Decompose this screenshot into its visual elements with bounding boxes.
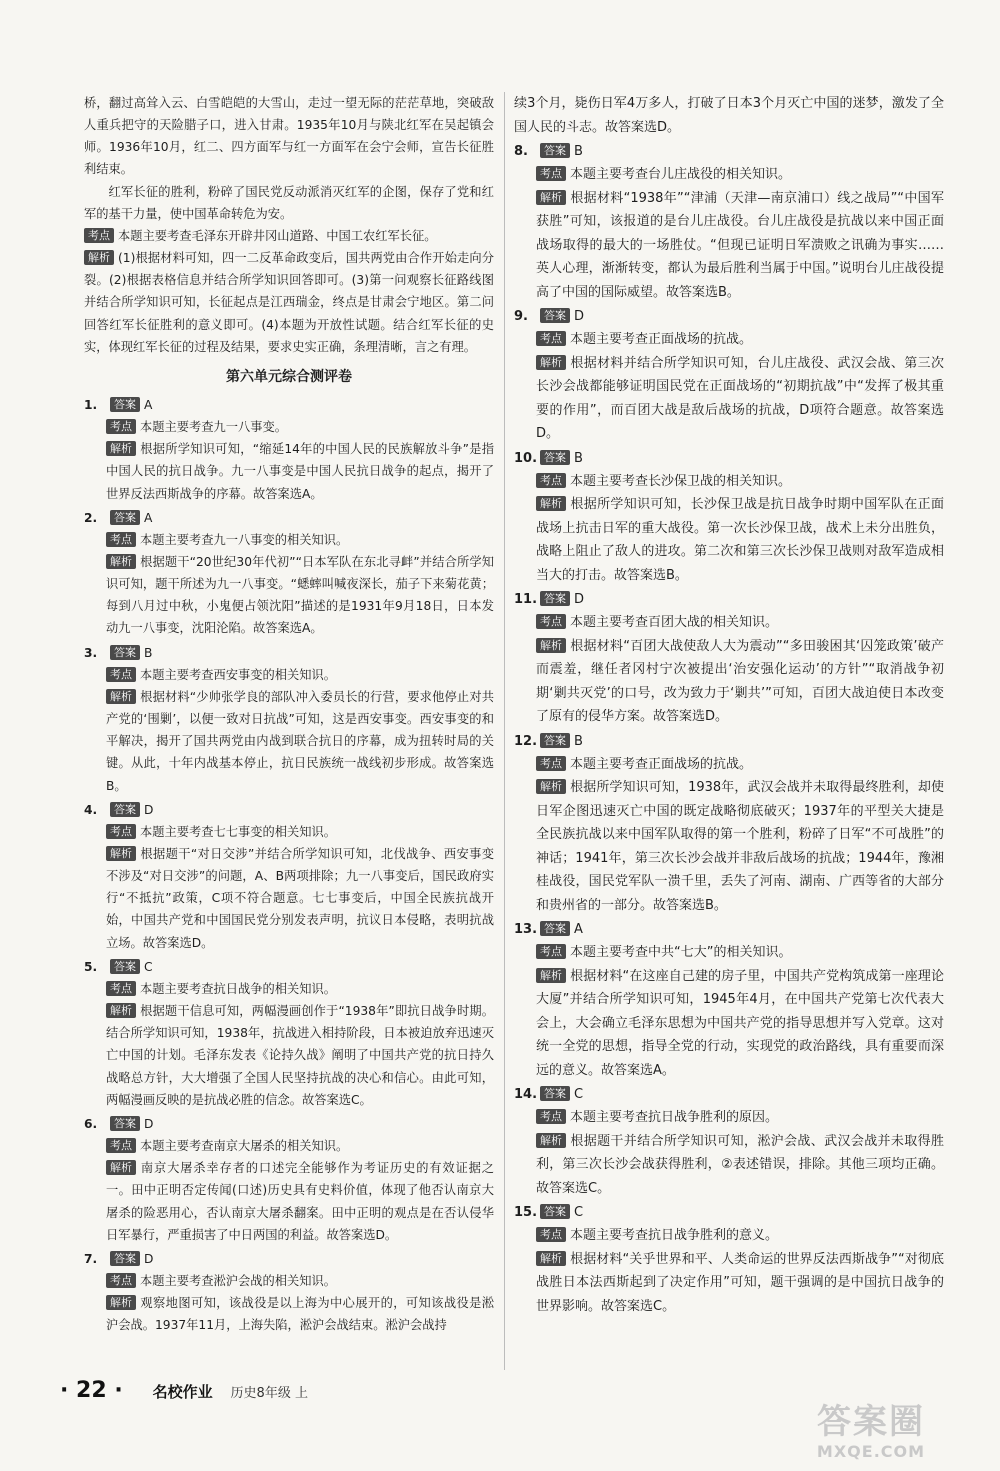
answer-value: D xyxy=(144,1251,154,1266)
answer-value: A xyxy=(574,922,583,937)
intro-paragraph-2: 红军长征的胜利，粉碎了国民党反动派消灭红军的企图，保存了党和红军的基干力量，使中国革命转危为安。 xyxy=(84,184,494,221)
answer-tag: 答案 xyxy=(110,645,140,660)
intro-jiexi-text: (1)根据材料可知，四一二反革命政变后，国共两党由合作开始走向分裂。(2)根据表格信息并结合所学知识回答即可。(3)第一问观察长征路线图并结合所学知识可知，长征起点是江西瑞金，终点是甘肃会宁地区。第二问回答红军长征胜利的意义即可。(4)本题为开放性试题。结合红军长征的史实，体现红军长征的过程及结果，要求史实正确，条理清晰，言之有理。 xyxy=(84,251,494,354)
question-4-answer xyxy=(84,799,494,821)
question-jiexi xyxy=(84,1292,494,1336)
question-5-answer xyxy=(514,731,944,753)
jiexi-tag: 解析 xyxy=(106,846,136,861)
answer-tag: 答案 xyxy=(540,450,570,465)
kaodian-tag: 考点 xyxy=(106,532,136,547)
question-kaodian xyxy=(514,1106,944,1130)
question-jiexi xyxy=(514,493,944,587)
question-jiexi xyxy=(84,843,494,954)
answer-tag: 答案 xyxy=(540,1204,570,1219)
question-kaodian xyxy=(514,470,944,494)
question-6-answer xyxy=(84,1113,494,1135)
kaodian-tag: 考点 xyxy=(106,1138,136,1153)
watermark-url: MXQE.COM xyxy=(816,1442,926,1461)
left-column xyxy=(84,92,494,1336)
answer-value: D xyxy=(574,592,585,607)
answer-value: C xyxy=(574,1205,584,1220)
jiexi-text: 根据题干“20世纪30年代初”“日本军队在东北寻衅”并结合所学知识可知，题干所述为九一八事变。“蟋蟀叫喊夜深长，茄子下来菊花黄；每到八月过中秋，小鬼便占领沈阳”描述的是1931年9月18日，日本发动九一八事变，沈阳沦陷。故答案选A。 xyxy=(106,554,494,636)
question-kaodian xyxy=(84,821,494,843)
jiexi-tag: 解析 xyxy=(536,355,566,370)
question-number: 9. xyxy=(514,309,528,324)
kaodian-text: 本题主要考查正面战场的抗战。 xyxy=(570,756,753,772)
intro-paragraph-1: 桥，翻过高耸入云、白雪皑皑的大雪山，走过一望无际的茫茫草地，突破敌人重兵把守的天险腊子口，进入甘肃。1935年10月与陕北红军在吴起镇会师。1936年10月，红二、四方面军与红一方面军在会宁会师，宣告长征胜利结束。 xyxy=(84,96,494,177)
page-footer xyxy=(60,1378,308,1403)
question-3-answer xyxy=(84,642,494,664)
question-jiexi xyxy=(514,187,944,305)
question-kaodian xyxy=(84,529,494,551)
jiexi-text: 根据材料“百团大战使敌人大为震动”“多田骏困其‘囚笼政策’破产而震羞，继任者冈村宁次被提出‘治安强化运动’的方针”“取消战争初期‘剿共灭党’的口号，改为致力于‘剿共’”可知，百团大战迫使日本改变了原有的侵华方案。故答案选D。 xyxy=(536,638,944,724)
answer-tag: 答案 xyxy=(110,802,140,817)
question-number: 6. xyxy=(84,1116,98,1131)
right-continuation: 续3个月，毙伤日军4万多人，打破了日本3个月灭亡中国的迷梦，激发了全国人民的斗志。故答案选D。 xyxy=(514,96,944,135)
question-kaodian xyxy=(514,611,944,635)
column-divider xyxy=(504,92,505,1370)
left-question-list xyxy=(84,394,494,1337)
section-title: 第六单元综合测评卷 xyxy=(226,368,352,385)
question-6-answer xyxy=(514,919,944,941)
jiexi-text: 根据题干并结合所学知识可知，淞沪会战、武汉会战并未取得胜利，第三次长沙会战获得胜利，②表述错误，排除。其他三项均正确。故答案选C。 xyxy=(536,1133,944,1196)
kaodian-tag: 考点 xyxy=(536,1109,566,1124)
question-jiexi xyxy=(514,1130,944,1201)
jiexi-tag: 解析 xyxy=(106,689,136,704)
kaodian-text: 本题主要考查中共“七大”的相关知识。 xyxy=(570,945,792,960)
question-kaodian xyxy=(514,941,944,965)
answer-tag: 答案 xyxy=(110,959,140,974)
kaodian-tag: 考点 xyxy=(536,756,566,771)
jiexi-text: 根据材料“少帅张学良的部队冲入委员长的行营，要求他停止对共产党的‘围剿’，以便一致对日抗战”可知，这是西安事变。西安事变的和平解决，揭开了国共两党由内战到联合抗日的序幕，成为扭转时局的关键。从此，十年内战基本停止，抗日民族统一战线初步形成。故答案选B。 xyxy=(106,689,494,793)
kaodian-text: 本题主要考查抗日战争胜利的意义。 xyxy=(570,1228,779,1243)
right-question-list xyxy=(514,141,944,1318)
jiexi-tag: 解析 xyxy=(536,779,566,794)
footer-brand: 名校作业 xyxy=(152,1383,213,1401)
question-kaodian xyxy=(514,163,944,187)
question-7-answer xyxy=(514,1084,944,1106)
question-1-answer xyxy=(84,394,494,416)
kaodian-tag: 考点 xyxy=(536,1227,566,1242)
answer-tag: 答案 xyxy=(540,733,570,748)
answer-tag: 答案 xyxy=(540,308,570,323)
answer-value: D xyxy=(144,802,154,817)
question-jiexi xyxy=(84,438,494,504)
answer-value: B xyxy=(574,144,583,159)
answer-value: A xyxy=(144,510,153,525)
answer-value: D xyxy=(574,309,585,324)
question-jiexi xyxy=(514,352,944,446)
question-kaodian xyxy=(514,753,944,777)
kaodian-text: 本题主要考查长沙保卫战的相关知识。 xyxy=(570,473,792,489)
jiexi-text: 根据材料并结合所学知识可知，台儿庄战役、武汉会战、第三次长沙会战都能够证明国民党在正面战场的“初期抗战”中“发挥了极其重要的作用”，而百团大战是敌后战场的抗战，D项符合题意。故答案选D。 xyxy=(536,355,944,441)
answer-tag: 答案 xyxy=(110,1116,140,1131)
question-jiexi xyxy=(84,1157,494,1246)
question-kaodian xyxy=(84,664,494,686)
kaodian-text: 本题主要考查抗日战争的相关知识。 xyxy=(140,981,336,996)
answer-value: A xyxy=(144,397,153,412)
question-8-answer xyxy=(514,1202,944,1224)
question-number: 5. xyxy=(84,959,98,974)
kaodian-text: 本题主要考查西安事变的相关知识。 xyxy=(140,667,336,682)
kaodian-text: 本题主要考查正面战场的抗战。 xyxy=(570,332,753,347)
jiexi-text: 观察地图可知，该战役是以上海为中心展开的，可知该战役是淞沪会战。1937年11月，上海失陷，淞沪会战结束。淞沪会战持 xyxy=(106,1296,494,1333)
question-kaodian xyxy=(84,1270,494,1292)
question-number: 13. xyxy=(514,922,538,937)
question-5-answer xyxy=(84,956,494,978)
jiexi-text: 根据材料“关乎世界和平、人类命运的世界反法西斯战争”“对彻底战胜日本法西斯起到了决定作用”可知，题干强调的是中国抗日战争的世界影响。故答案选C。 xyxy=(536,1251,944,1314)
question-number: 15. xyxy=(514,1205,538,1220)
question-kaodian xyxy=(84,1135,494,1157)
kaodian-tag: 考点 xyxy=(536,944,566,959)
kaodian-text: 本题主要考查七七事变的相关知识。 xyxy=(140,824,336,839)
kaodian-text: 本题主要考查台儿庄战役的相关知识。 xyxy=(570,167,792,182)
question-2-answer xyxy=(514,306,944,328)
watermark-text: 答案圈 xyxy=(817,1402,925,1442)
kaodian-tag: 考点 xyxy=(536,473,566,488)
answer-tag: 答案 xyxy=(540,921,570,936)
intro-kaodian xyxy=(84,225,494,247)
jiexi-text: 南京大屠杀幸存者的口述完全能够作为考证历史的有效证据之一。田中正明否定传闻(口述)历史具有史料价值，体现了他否认南京大屠杀的险恶用心，否认南京大屠杀翻案。田中正明的观点是在否认侵华日军暴行，严重损害了中日两国的利益。故答案选D。 xyxy=(106,1161,494,1242)
answer-tag: 答案 xyxy=(540,591,570,606)
answer-tag: 答案 xyxy=(110,510,140,525)
kaodian-tag: 考点 xyxy=(106,981,136,996)
question-number: 12. xyxy=(514,733,538,749)
answer-value: B xyxy=(574,733,583,749)
question-kaodian xyxy=(84,416,494,438)
answer-tag: 答案 xyxy=(110,397,140,412)
jiexi-text: 根据题干信息可知，两幅漫画创作于“1938年”即抗日战争时期。结合所学知识可知，1938年，抗战进入相持阶段，日本被迫放弃迅速灭亡中国的计划。毛泽东发表《论持久战》阐明了中国共产党的抗日持久战略总方针，大大增强了全国人民坚持抗战的决心和信心。由此可知，两幅漫画反映的是抗战必胜的信念。故答案选C。 xyxy=(106,1004,494,1107)
kaodian-tag: 考点 xyxy=(106,824,136,839)
question-7-answer xyxy=(84,1248,494,1270)
question-number: 10. xyxy=(514,450,538,466)
question-jiexi xyxy=(84,686,494,797)
kaodian-text: 本题主要考查南京大屠杀的相关知识。 xyxy=(140,1139,349,1154)
jiexi-tag: 解析 xyxy=(106,1160,136,1175)
question-3-answer xyxy=(514,448,944,470)
jiexi-tag: 解析 xyxy=(106,1003,136,1018)
question-4-answer xyxy=(514,589,944,611)
answer-tag: 答案 xyxy=(540,143,570,158)
question-jiexi xyxy=(514,965,944,1083)
jiexi-tag: 解析 xyxy=(536,638,566,653)
question-number: 7. xyxy=(84,1251,98,1266)
jiexi-tag: 解析 xyxy=(536,1133,566,1148)
question-number: 2. xyxy=(84,510,98,525)
jiexi-text: 根据材料“1938年”“津浦（天津—南京浦口）线之战局”“中国军获胜”可知，该报道的是台儿庄战役。台儿庄战役是抗战以来中国正面战场取得的最大的一场胜仗。“但现已证明日军溃败之讯确为事实……英人心理，渐渐转变，都认为最后胜利当属于中国。”说明台儿庄战役提高了中国的国际威望。故答案选B。 xyxy=(536,190,944,300)
question-1-answer xyxy=(514,141,944,163)
answer-tag: 答案 xyxy=(540,1086,570,1101)
jiexi-tag: 解析 xyxy=(106,1295,136,1310)
kaodian-tag: 考点 xyxy=(536,331,566,346)
question-number: 14. xyxy=(514,1087,538,1102)
question-jiexi xyxy=(84,551,494,640)
kaodian-tag: 考点 xyxy=(84,228,114,243)
question-number: 3. xyxy=(84,645,98,660)
kaodian-text: 本题主要考查九一八事变的相关知识。 xyxy=(140,532,349,547)
question-kaodian xyxy=(84,978,494,1000)
kaodian-tag: 考点 xyxy=(536,166,566,181)
kaodian-tag: 考点 xyxy=(106,419,136,434)
jiexi-tag: 解析 xyxy=(84,250,114,265)
answer-tag: 答案 xyxy=(110,1251,140,1266)
jiexi-text: 根据所学知识可知，长沙保卫战是抗日战争时期中国军队在正面战场上抗击日军的重大战役。第一次长沙保卫战，战术上未分出胜负，战略上阻止了敌人的进攻。第二次和第三次长沙保卫战则对敌军造成相当大的打击。故答案选B。 xyxy=(536,497,944,583)
jiexi-tag: 解析 xyxy=(536,496,566,511)
question-jiexi xyxy=(514,635,944,729)
question-kaodian xyxy=(514,1224,944,1248)
jiexi-text: 根据所学知识可知，“缩延14年的中国人民的民族解放斗争”是指中国人民的抗日战争。九一八事变是中国人民抗日战争的起点，揭开了世界反法西斯战争的序幕。故答案选A。 xyxy=(106,442,494,501)
jiexi-tag: 解析 xyxy=(536,1251,566,1266)
kaodian-text: 本题主要考查淞沪会战的相关知识。 xyxy=(140,1273,336,1288)
intro-kaodian-text: 本题主要考查毛泽东开辟井冈山道路、中国工农红军长征。 xyxy=(118,228,437,243)
kaodian-tag: 考点 xyxy=(106,667,136,682)
question-2-answer xyxy=(84,507,494,529)
watermark-logo xyxy=(786,1402,956,1461)
question-number: 1. xyxy=(84,397,98,412)
jiexi-tag: 解析 xyxy=(536,190,566,205)
kaodian-text: 本题主要考查抗日战争胜利的原因。 xyxy=(570,1110,779,1125)
answer-value: B xyxy=(144,645,153,660)
answer-value: C xyxy=(144,959,153,974)
kaodian-tag: 考点 xyxy=(106,1273,136,1288)
kaodian-text: 本题主要考查百团大战的相关知识。 xyxy=(570,615,779,630)
footer-subject: 历史8年级 上 xyxy=(230,1386,308,1401)
answer-value: C xyxy=(574,1087,584,1102)
question-number: 11. xyxy=(514,592,538,607)
right-column xyxy=(514,92,944,1318)
jiexi-text: 根据题干“对日交涉”并结合所学知识可知，北伐战争、西安事变不涉及“对日交涉”的问题，A、B两项排除；九一八事变后，国民政府实行“不抵抗”政策，C项不符合题意。七七事变后，中国全民族抗战开始，中国共产党和中国国民党分别发表声明，抗议日本侵略，表明抗战立场。故答案选D。 xyxy=(106,847,494,950)
kaodian-text: 本题主要考查九一八事变。 xyxy=(140,420,287,435)
jiexi-text: 根据所学知识可知，1938年，武汉会战并未取得最终胜利，却使日军企图迅速灭亡中国的既定战略彻底破灭；1937年的平型关大捷是全民族抗战以来中国军队取得的第一个胜利，粉碎了日军“不可战胜”的神话；1941年，第三次长沙会战并非敌后战场的抗战；1944年，豫湘桂战役，国民党军队一溃千里，丢失了河南、湖南、广西等省的大部分和贵州省的一部分。故答案选B。 xyxy=(536,780,944,913)
jiexi-tag: 解析 xyxy=(106,554,136,569)
question-jiexi xyxy=(84,1000,494,1111)
intro-jiexi xyxy=(84,247,494,358)
page-number: · 22 · xyxy=(60,1378,123,1403)
jiexi-tag: 解析 xyxy=(536,968,566,983)
question-kaodian xyxy=(514,328,944,352)
question-jiexi xyxy=(514,1248,944,1319)
question-number: 4. xyxy=(84,802,98,817)
question-jiexi xyxy=(514,776,944,917)
kaodian-tag: 考点 xyxy=(536,614,566,629)
jiexi-text: 根据材料“在这座自己建的房子里，中国共产党构筑成第一座理论大厦”并结合所学知识可知，1945年4月，在中国共产党第七次代表大会上，大会确立毛泽东思想为中国共产党的指导思想并写入党章。这对统一全党的思想，指导全党的行动，实现党的政治路线，具有重要而深远的意义。故答案选A。 xyxy=(536,968,944,1078)
answer-value: D xyxy=(144,1116,154,1131)
jiexi-tag: 解析 xyxy=(106,441,136,456)
answer-value: B xyxy=(574,450,583,466)
question-number: 8. xyxy=(514,144,528,159)
